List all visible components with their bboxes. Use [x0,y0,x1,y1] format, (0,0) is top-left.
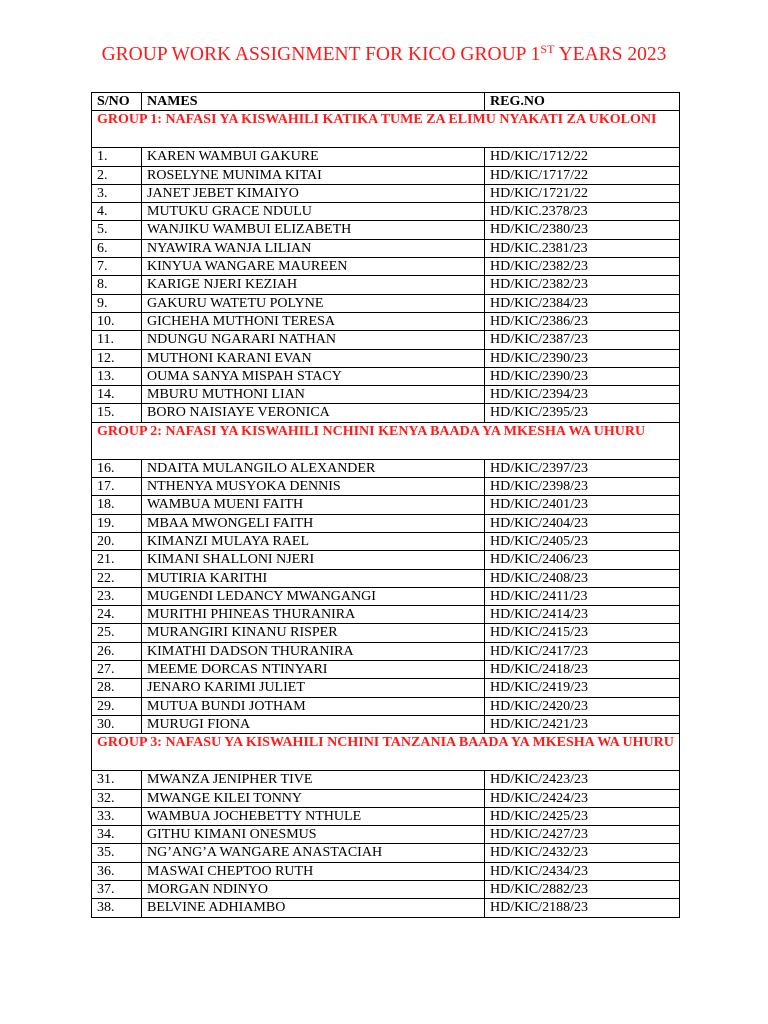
cell-reg: HD/KIC/2423/23 [485,771,680,789]
cell-name: MURUGI FIONA [142,715,485,733]
cell-name: WAMBUA MUENI FAITH [142,496,485,514]
table-row [92,166,680,184]
cell-reg: HD/KIC/2415/23 [485,624,680,642]
cell-reg: HD/KIC/1712/22 [485,148,680,166]
cell-sno: 33. [92,807,142,825]
cell-name: JANET JEBET KIMAIYO [142,184,485,202]
cell-reg: HD/KIC/2408/23 [485,569,680,587]
table-row [92,697,680,715]
cell-name: MBURU MUTHONI LIAN [142,386,485,404]
cell-reg: HD/KIC/2387/23 [485,331,680,349]
table-row [92,367,680,385]
table-row [92,661,680,679]
table-row [92,532,680,550]
table-row [92,569,680,587]
cell-sno: 37. [92,880,142,898]
table-row [92,203,680,221]
table-row [92,386,680,404]
cell-reg: HD/KIC/2420/23 [485,697,680,715]
cell-name: GICHEHA MUTHONI TERESA [142,312,485,330]
cell-sno: 35. [92,844,142,862]
cell-reg: HD/KIC/2414/23 [485,606,680,624]
cell-name: MURANGIRI KINANU RISPER [142,624,485,642]
table-row [92,349,680,367]
cell-reg: HD/KIC/2419/23 [485,679,680,697]
header-row [92,93,680,111]
cell-sno: 9. [92,294,142,312]
cell-sno: 32. [92,789,142,807]
cell-sno: 6. [92,239,142,257]
cell-sno: 19. [92,514,142,532]
table-row [92,715,680,733]
cell-name: BELVINE ADHIAMBO [142,899,485,917]
cell-reg: HD/KIC/2411/23 [485,587,680,605]
table-row [92,496,680,514]
cell-reg: HD/KIC/2427/23 [485,826,680,844]
cell-sno: 20. [92,532,142,550]
cell-reg: HD/KIC/2386/23 [485,312,680,330]
cell-sno: 13. [92,367,142,385]
group-heading-row [92,111,680,148]
cell-reg: HD/KIC/2398/23 [485,478,680,496]
table-row [92,587,680,605]
cell-sno: 4. [92,203,142,221]
table-row [92,294,680,312]
cell-reg: HD/KIC/2405/23 [485,532,680,550]
cell-sno: 14. [92,386,142,404]
cell-reg: HD/KIC/2882/23 [485,880,680,898]
cell-sno: 38. [92,899,142,917]
cell-reg: HD/KIC/1721/22 [485,184,680,202]
cell-name: MWANGE KILEI TONNY [142,789,485,807]
cell-reg: HD/KIC/2401/23 [485,496,680,514]
cell-sno: 26. [92,642,142,660]
table-row [92,789,680,807]
cell-sno: 29. [92,697,142,715]
cell-reg: HD/KIC/2397/23 [485,459,680,477]
cell-name: KAREN WAMBUI GAKURE [142,148,485,166]
cell-name: NDAITA MULANGILO ALEXANDER [142,459,485,477]
table-row [92,899,680,917]
cell-sno: 28. [92,679,142,697]
cell-sno: 24. [92,606,142,624]
header-names: NAMES [142,93,485,111]
cell-sno: 10. [92,312,142,330]
table-row [92,404,680,422]
cell-sno: 36. [92,862,142,880]
cell-sno: 2. [92,166,142,184]
cell-name: BORO NAISIAYE VERONICA [142,404,485,422]
cell-name: MUTHONI KARANI EVAN [142,349,485,367]
table-row [92,148,680,166]
cell-name: GAKURU WATETU POLYNE [142,294,485,312]
cell-sno: 31. [92,771,142,789]
cell-sno: 11. [92,331,142,349]
cell-reg: HD/KIC/1717/22 [485,166,680,184]
cell-name: MEEME DORCAS NTINYARI [142,661,485,679]
table-row [92,826,680,844]
cell-name: NDUNGU NGARARI NATHAN [142,331,485,349]
table-row [92,642,680,660]
table-row [92,862,680,880]
table-body [92,111,680,917]
cell-sno: 34. [92,826,142,844]
table-row [92,239,680,257]
header-sno: S/NO [92,93,142,111]
cell-name: NTHENYA MUSYOKA DENNIS [142,478,485,496]
table-row [92,624,680,642]
cell-reg: HD/KIC/2188/23 [485,899,680,917]
cell-reg: HD/KIC/2434/23 [485,862,680,880]
cell-sno: 12. [92,349,142,367]
cell-reg: HD/KIC.2378/23 [485,203,680,221]
page-title [0,44,768,66]
cell-name: KIMANI SHALLONI NJERI [142,551,485,569]
cell-name: NG’ANG’A WANGARE ANASTACIAH [142,844,485,862]
cell-sno: 17. [92,478,142,496]
cell-reg: HD/KIC/2394/23 [485,386,680,404]
cell-sno: 16. [92,459,142,477]
cell-name: NYAWIRA WANJA LILIAN [142,239,485,257]
group-heading-row [92,734,680,771]
cell-reg: HD/KIC/2417/23 [485,642,680,660]
cell-name: MUTUA BUNDI JOTHAM [142,697,485,715]
table-row [92,459,680,477]
cell-name: MBAA MWONGELI FAITH [142,514,485,532]
cell-name: MURITHI PHINEAS THURANIRA [142,606,485,624]
cell-name: KIMATHI DADSON THURANIRA [142,642,485,660]
cell-reg: HD/KIC/2390/23 [485,349,680,367]
cell-name: MUTUKU GRACE NDULU [142,203,485,221]
cell-reg: HD/KIC/2432/23 [485,844,680,862]
cell-reg: HD/KIC/2382/23 [485,276,680,294]
cell-name: JENARO KARIMI JULIET [142,679,485,697]
group-heading: GROUP 2: NAFASI YA KISWAHILI NCHINI KENYA BAADA YA MKESHA WA UHURU [92,422,680,459]
table-row [92,221,680,239]
cell-reg: HD/KIC/2390/23 [485,367,680,385]
cell-name: OUMA SANYA MISPAH STACY [142,367,485,385]
cell-reg: HD/KIC/2384/23 [485,294,680,312]
cell-sno: 30. [92,715,142,733]
cell-reg: HD/KIC/2380/23 [485,221,680,239]
cell-reg: HD/KIC/2425/23 [485,807,680,825]
cell-name: KARIGE NJERI KEZIAH [142,276,485,294]
cell-name: WAMBUA JOCHEBETTY NTHULE [142,807,485,825]
table-row [92,551,680,569]
cell-name: KINYUA WANGARE MAUREEN [142,258,485,276]
cell-sno: 5. [92,221,142,239]
cell-sno: 22. [92,569,142,587]
cell-sno: 23. [92,587,142,605]
cell-sno: 1. [92,148,142,166]
cell-reg: HD/KIC/2406/23 [485,551,680,569]
cell-sno: 25. [92,624,142,642]
title-main: GROUP WORK ASSIGNMENT FOR KICO GROUP 1 [101,44,541,65]
cell-reg: HD/KIC/2404/23 [485,514,680,532]
cell-name: KIMANZI MULAYA RAEL [142,532,485,550]
group-heading-row [92,422,680,459]
cell-reg: HD/KIC/2382/23 [485,258,680,276]
cell-name: ROSELYNE MUNIMA KITAI [142,166,485,184]
cell-reg: HD/KIC/2424/23 [485,789,680,807]
title-tail: YEARS 2023 [554,44,667,65]
cell-sno: 27. [92,661,142,679]
table-row [92,276,680,294]
cell-sno: 18. [92,496,142,514]
table-row [92,771,680,789]
table-row [92,844,680,862]
cell-sno: 15. [92,404,142,422]
table-row [92,478,680,496]
cell-reg: HD/KIC/2418/23 [485,661,680,679]
table-row [92,184,680,202]
assignment-table [91,92,680,918]
table-row [92,679,680,697]
table-row [92,880,680,898]
cell-sno: 3. [92,184,142,202]
cell-reg: HD/KIC/2395/23 [485,404,680,422]
cell-name: MWANZA JENIPHER TIVE [142,771,485,789]
cell-sno: 7. [92,258,142,276]
group-heading: GROUP 1: NAFASI YA KISWAHILI KATIKA TUME ZA ELIMU NYAKATI ZA UKOLONI [92,111,680,148]
table-row [92,807,680,825]
table-row [92,312,680,330]
cell-name: GITHU KIMANI ONESMUS [142,826,485,844]
cell-name: MUGENDI LEDANCY MWANGANGI [142,587,485,605]
table-row [92,514,680,532]
group-heading: GROUP 3: NAFASU YA KISWAHILI NCHINI TANZANIA BAADA YA MKESHA WA UHURU [92,734,680,771]
cell-name: MUTIRIA KARITHI [142,569,485,587]
cell-sno: 21. [92,551,142,569]
cell-name: MASWAI CHEPTOO RUTH [142,862,485,880]
cell-name: WANJIKU WAMBUI ELIZABETH [142,221,485,239]
cell-reg: HD/KIC.2381/23 [485,239,680,257]
cell-name: MORGAN NDINYO [142,880,485,898]
title-superscript: ST [540,42,555,56]
cell-reg: HD/KIC/2421/23 [485,715,680,733]
cell-sno: 8. [92,276,142,294]
header-reg: REG.NO [485,93,680,111]
table-row [92,606,680,624]
table-row [92,331,680,349]
table-row [92,258,680,276]
